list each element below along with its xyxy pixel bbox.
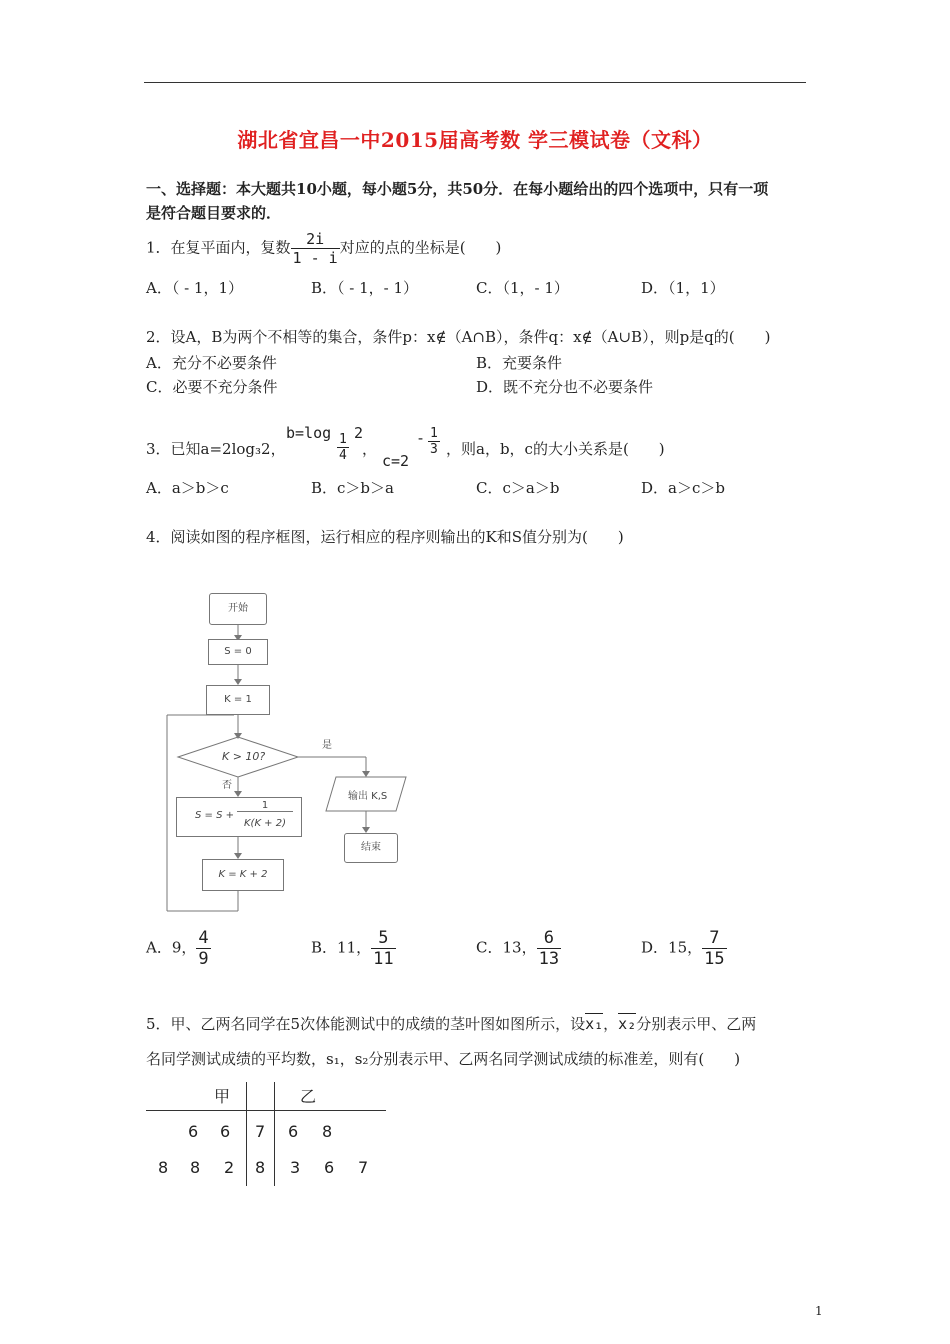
question-1: 1．在复平面内，复数 $\frac{2i}{1 - i}$ 对应的点的坐标是( )	[146, 230, 502, 267]
stemleaf-leaf: 6	[188, 1122, 199, 1141]
stemleaf-leaf: 7	[358, 1158, 369, 1177]
flowchart-start: 开始	[209, 593, 267, 625]
q4-option-c: C．13， $\frac{6}{13}$	[476, 928, 560, 969]
q3-sep: ，	[362, 440, 378, 458]
stemleaf-stem: 8	[255, 1158, 266, 1177]
stemleaf-leaf: 6	[324, 1158, 335, 1177]
flowchart-k-init: K = 1	[206, 685, 270, 715]
flowchart-end: 结束	[344, 833, 398, 863]
q3-suffix: ，则a，b，c的大小关系是( )	[446, 440, 665, 458]
page-number: 1	[815, 1304, 823, 1318]
flowchart-yes: 是	[322, 740, 332, 751]
flowchart	[160, 585, 420, 915]
q3-c-expression: c=2	[382, 452, 410, 470]
flowchart-s-init: S = 0	[208, 639, 268, 665]
header-rule	[144, 82, 806, 83]
q1-option-c: C．（1，- 1）	[476, 279, 569, 297]
stemleaf-head-right: 乙	[300, 1087, 317, 1106]
q3-option-a: A．a＞b＞c	[146, 479, 229, 497]
flowchart-update-s: S = S + 1 K(K + 2)	[176, 797, 302, 837]
stemleaf-leaf: 3	[290, 1158, 301, 1177]
q1-option-b: B．（ - 1，- 1）	[311, 279, 419, 297]
flowchart-no: 否	[222, 780, 232, 791]
stemleaf-head-left: 甲	[214, 1087, 231, 1106]
stemleaf-leaf: 8	[190, 1158, 201, 1177]
q5-x1-bar: x₁	[585, 1015, 604, 1033]
q1-fraction: $\frac{2i}{1 - i}$	[292, 230, 338, 267]
q2-option-a: A．充分不必要条件	[146, 354, 277, 372]
q3-c-exp-sign: -	[416, 429, 426, 447]
question-4: 4．阅读如图的程序框图，运行相应的程序则输出的K和S值分别为( )	[146, 528, 624, 546]
stemleaf-leaf: 8	[158, 1158, 169, 1177]
stemleaf-rule	[146, 1110, 386, 1111]
section-heading-line1: 一、选择题：本大题共10小题，每小题5分，共50分．在每小题给出的四个选项中，只有一项	[146, 180, 769, 198]
question-2: 2．设A，B为两个不相等的集合，条件p：x∉（A∩B），条件q：x∉（A∪B），则p是q的( )	[146, 328, 771, 346]
q4-option-b: B．11， $\frac{5}{11}$	[311, 928, 394, 969]
q2-option-d: D．既不充分也不必要条件	[476, 378, 654, 396]
q3-b-base: $\frac{1}{4}$	[339, 432, 347, 463]
flowchart-condition: K > 10?	[222, 750, 266, 763]
q3-prefix: 3．已知a=2log₃2，	[146, 440, 286, 458]
q3-option-c: C．c＞a＞b	[476, 479, 560, 497]
flowchart-update-k: K = K + 2	[202, 859, 284, 891]
section-heading-line2: 是符合题目要求的．	[146, 204, 282, 222]
flowchart-output: 输出 K,S	[348, 791, 388, 802]
stemleaf-divider-right	[274, 1082, 275, 1186]
stemleaf-divider-left	[246, 1082, 247, 1186]
q3-c-exponent: $\frac{1}{3}$	[430, 426, 438, 457]
q2-option-c: C．必要不充分条件	[146, 378, 278, 396]
stemleaf-leaf: 6	[220, 1122, 231, 1141]
page-title: 湖北省宜昌一中2015届高考数 学三模试卷（文科）	[237, 128, 713, 152]
stemleaf-leaf: 2	[224, 1158, 235, 1177]
q2-option-b: B．充要条件	[476, 354, 563, 372]
q4-option-a: A．9， $\frac{4}{9}$	[146, 928, 209, 969]
q4-option-d: D．15， $\frac{7}{15}$	[641, 928, 725, 969]
stemleaf-stem: 7	[255, 1122, 266, 1141]
stemleaf-leaf: 8	[322, 1122, 333, 1141]
stemleaf-leaf: 6	[288, 1122, 299, 1141]
q1-option-a: A．（ - 1，1）	[146, 279, 244, 297]
q3-option-d: D．a＞c＞b	[641, 479, 725, 497]
q5-line1: 5．甲、乙两名同学在5次体能测试中的成绩的茎叶图如图所示，设x₁，x₂分别表示甲、乙两	[146, 1015, 757, 1033]
q3-b-expression: b=log	[286, 424, 332, 442]
q1-option-d: D．（1，1）	[641, 279, 725, 297]
q3-b-arg: 2	[354, 424, 364, 442]
q5-x2-bar: x₂	[618, 1015, 637, 1033]
q3-option-b: B．c＞b＞a	[311, 479, 394, 497]
q5-line2: 名同学测试成绩的平均数，s₁，s₂分别表示甲、乙两名同学测试成绩的标准差，则有( )	[146, 1050, 741, 1068]
